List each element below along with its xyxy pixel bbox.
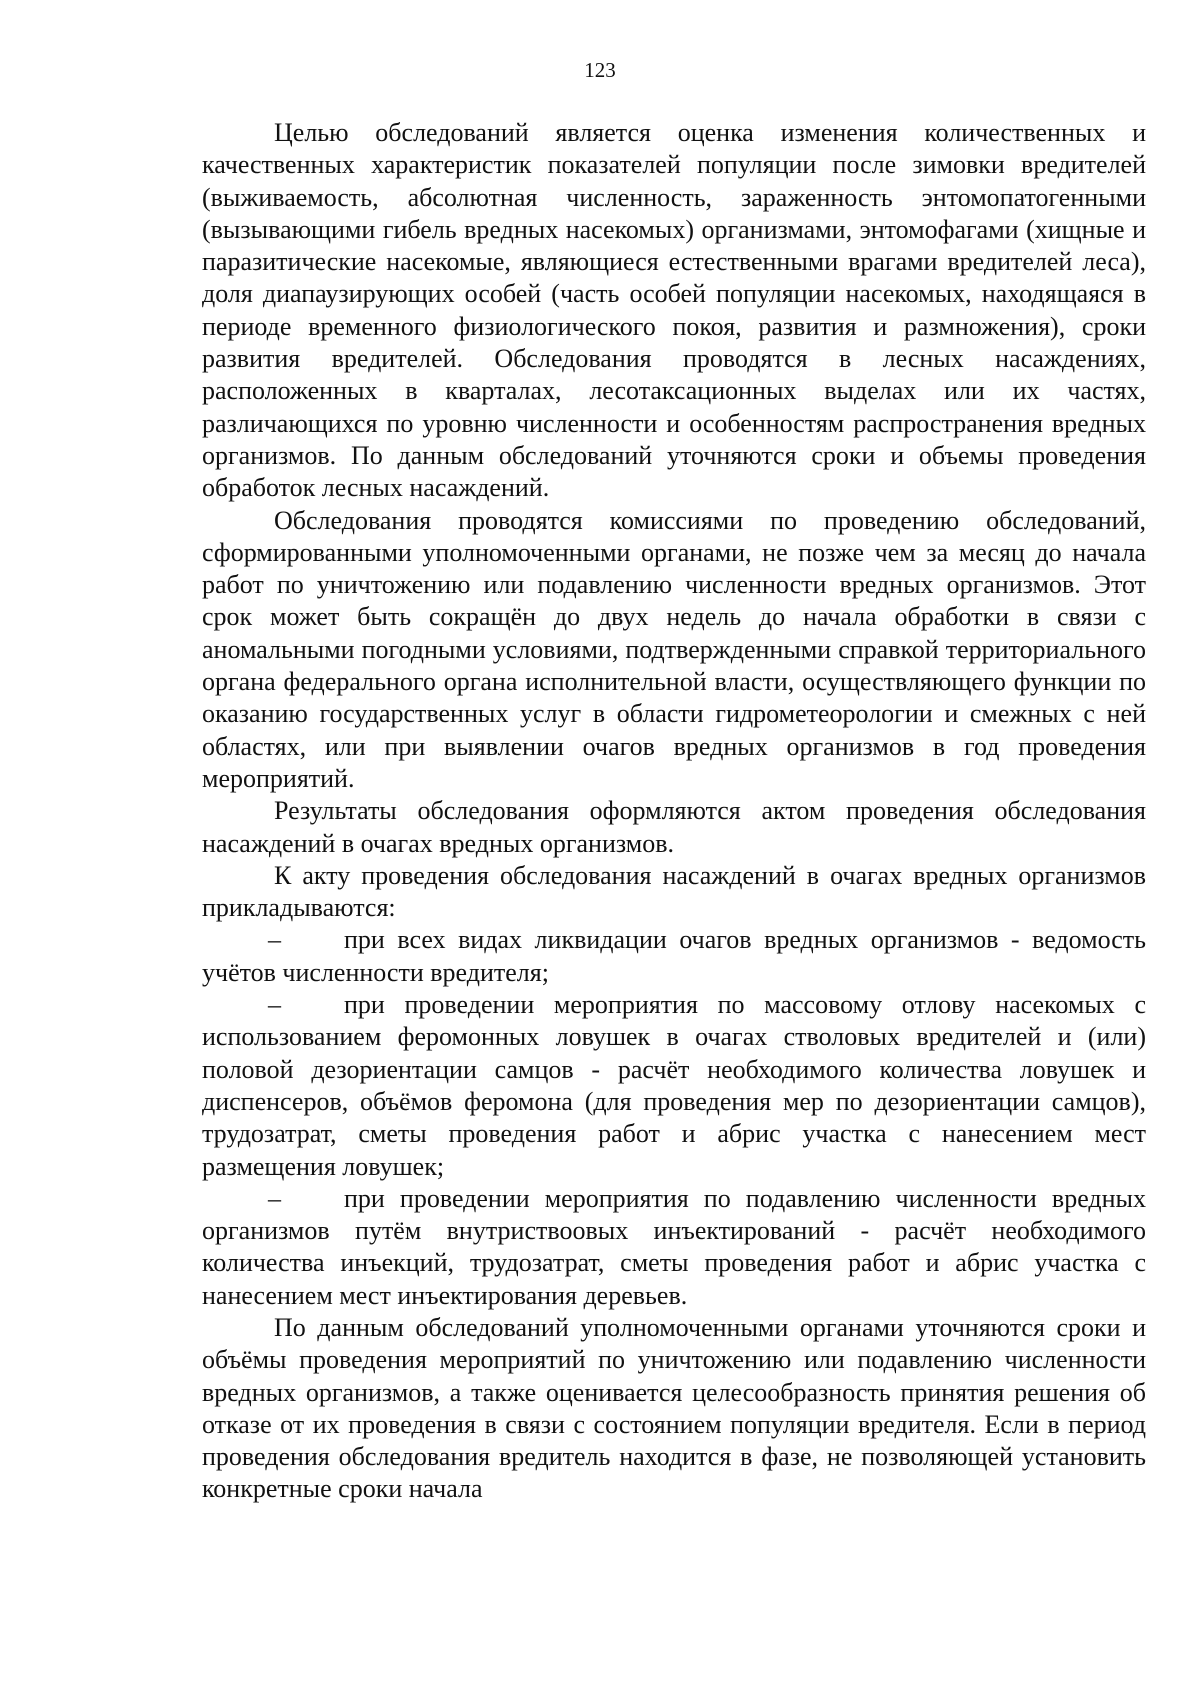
list-item-text: при проведении мероприятия по подавлению численности вредных организмов путём внутриствоовых инъектирований - расчёт необходимого количества инъекций, трудозатрат, сметы проведения работ и абрис участка с нанесением мест инъектирования деревьев. bbox=[202, 1183, 1146, 1310]
paragraph-act-attachments-intro: К акту проведения обследования насаждений в очагах вредных организмов прикладываются: bbox=[202, 860, 1146, 923]
dash-marker: – bbox=[268, 990, 281, 1020]
dash-marker: – bbox=[268, 1183, 281, 1213]
list-item-text: при всех видах ликвидации очагов вредных организмов - ведомость учётов численности вредителя; bbox=[202, 925, 1146, 987]
paragraph-survey-purpose: Целью обследований является оценка изменения количественных и качественных характеристик показателей популяции после зимовки вредителей (выживаемость, абсолютная численность, зараженность энтомопатогенными (вызывающими гибель вредных насекомых) организмами, энтомофагами (хищные и паразитические насекомые, являющиеся естественными врагами вредителей леса), доля диапаузирующих особей (часть особей популяции насекомых, находящаяся в периоде временного физиологического покоя, развития и размножения), сроки развития вредителей. Обследования проводятся в лесных насаждениях, расположенных в кварталах, лесотаксационных выделах или их частях, различающихся по уровню численности и особенностям распространения вредных организмов. По данным обследований уточняются сроки и объемы проведения обработок лесных насаждений. bbox=[202, 118, 1146, 503]
list-item-dash bbox=[202, 1183, 1146, 1312]
list-item-text: при проведении мероприятия по массовому отлову насекомых с использованием феромонных ловушек в очагах стволовых вредителей и (или) половой дезориентации самцов - расчёт необходимого количества ловушек и диспенсеров, объёмов феромона (для проведения мер по дезориентации самцов), трудозатрат, сметы проведения работ и абрис участка с нанесением мест размещения ловушек; bbox=[202, 990, 1146, 1181]
dash-marker: – bbox=[268, 925, 281, 955]
list-item-dash bbox=[202, 989, 1146, 1183]
document-body bbox=[202, 117, 1146, 1506]
list-item-dash bbox=[202, 924, 1146, 989]
page-number: 123 bbox=[584, 58, 616, 82]
paragraph-survey-results: Результаты обследования оформляются актом проведения обследования насаждений в очагах вредных организмов. bbox=[202, 796, 1146, 858]
paragraph-survey-commissions: Обследования проводятся комиссиями по проведению обследований, сформированными уполномоченными органами, не позже чем за месяц до начала работ по уничтожению или подавлению численности вредных организмов. Этот срок может быть сокращён до двух недель до начала обработки в связи с аномальными погодными условиями, подтвержденными справкой территориального органа федерального органа исполнительной власти, осуществляющего функции по оказанию государственных услуг в области гидрометеорологии и смежных с ней областях, или при выявлении очагов вредных организмов в год проведения мероприятий. bbox=[202, 505, 1146, 793]
paragraph-survey-conclusions: По данным обследований уполномоченными органами уточняются сроки и объёмы проведения мероприятий по уничтожению или подавлению численности вредных организмов, а также оценивается целесообразность принятия решения об отказе от их проведения в связи с состоянием популяции вредителя. Если в период проведения обследования вредитель находится в фазе, не позволяющей установить конкретные сроки начала bbox=[202, 1312, 1146, 1504]
